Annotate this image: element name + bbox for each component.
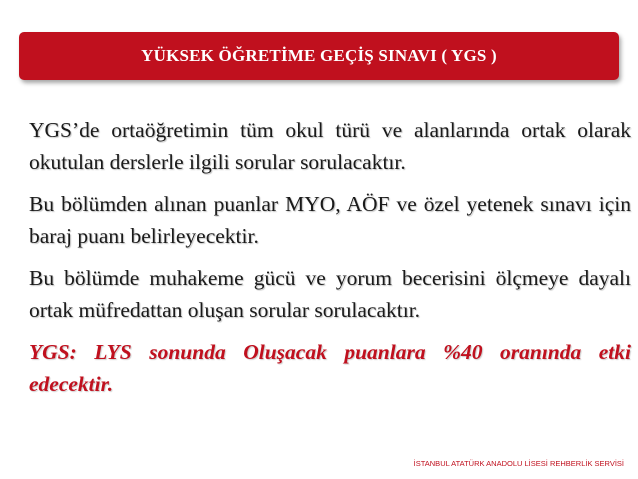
- slide-body: [29, 114, 631, 410]
- footer-text: İSTANBUL ATATÜRK ANADOLU LİSESİ REHBERLİK SERVİSİ: [413, 459, 624, 468]
- paragraph-1: YGS’de ortaöğretimin tüm okul türü ve alanlarında ortak olarak okutulan derslerle ilgili sorular sorulacaktır.: [29, 118, 631, 174]
- highlight-paragraph: YGS: LYS sonunda Oluşacak puanlara %40 oranında etki edecektir.: [29, 340, 631, 396]
- title-banner: [19, 32, 619, 80]
- paragraph-2: Bu bölümden alınan puanlar MYO, AÖF ve özel yetenek sınavı için baraj puanı belirleyecektir.: [29, 192, 631, 248]
- slide-title: YÜKSEK ÖĞRETİME GEÇİŞ SINAVI ( YGS ): [141, 46, 497, 65]
- paragraph-3: Bu bölümde muhakeme gücü ve yorum becerisini ölçmeye dayalı ortak müfredattan oluşan sorular sorulacaktır.: [29, 266, 631, 322]
